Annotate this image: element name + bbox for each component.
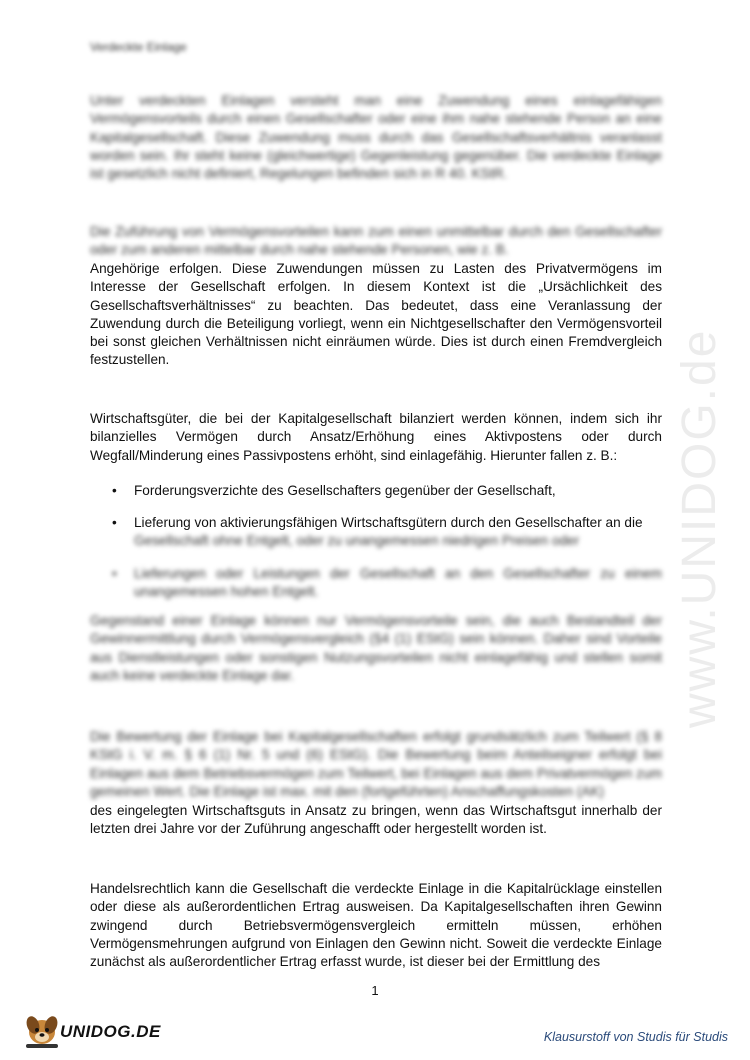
bullet-2-text: Lieferung von aktivierungsfähigen Wirtschaftsgütern durch den Gesellschafter an die: [134, 515, 643, 530]
bullet-3-text: Lieferungen oder Leistungen der Gesellschaft an den Gesellschafter zu einem unangemessen hohen Entgelt.: [134, 566, 662, 600]
list-item: [90, 565, 662, 602]
bullet-list: [90, 482, 662, 500]
bullet-list: [90, 565, 662, 602]
footer-tagline: Klausurstoff von Studis für Studis: [543, 1030, 728, 1044]
paragraph-6: Handelsrechtlich kann die Gesellschaft die verdeckte Einlage in die Kapitalrücklage einstellen oder diese als außerordentlichen Ertrag ausweisen. Da Kapitalgesellschaften ihren Gewinn zwingend durch Betriebsvermögensvergleich ermitteln müssen, erhöhen Vermögensmehrungen aufgrund von Einlagen den Gewinn nicht. Soweit die verdeckte Einlage zunächst als außerordentlicher Ertrag erfasst wurde, ist dieser bei der Ermittlung des: [90, 881, 662, 970]
paragraph-5: des eingelegten Wirtschaftsguts in Ansatz zu bringen, wenn das Wirtschaftsgut innerhalb der letzten drei Jahre vor der Zuführung angeschafft oder hergestellt worden ist.: [90, 803, 662, 837]
paragraph-3: Wirtschaftsgüter, die bei der Kapitalgesellschaft bilanziert werden können, indem sich ihr bilanzielles Vermögen durch Ansatz/Erhöhung eines Aktivpostens oder durch Wegfall/Minderung eines Passivpostens erhöht, sind einlagefähig. Hierunter fallen z. B.:: [90, 411, 662, 463]
paragraph-2-blurred: Die Zuführung von Vermögensvorteilen kann zum einen unmittelbar durch den Gesellschafter oder zum anderen mittelbar durch nahe stehende Personen, wie z. B.: [90, 224, 662, 258]
bullet-1-text: Forderungsverzichte des Gesellschafters gegenüber der Gesellschaft,: [134, 483, 556, 498]
document-title: Verdeckte Einlage: [90, 40, 187, 54]
bullet-2-continuation: Gesellschaft ohne Entgelt, oder zu unangemessen niedrigen Preisen oder: [134, 533, 580, 548]
list-item: [90, 514, 662, 532]
logo-text: UNIDOG.DE: [60, 1022, 161, 1041]
paragraph-4: Gegenstand einer Einlage können nur Vermögensvorteile sein, die auch Bestandteil der Gewinnermittlung durch Vermögensvergleich (§4 (1) EStG) sein können. Daher sind Vorteile aus Dienstleistungen oder sonstigen Nutzungsvorteilen nicht einlagefähig und stellen somit auch keine verdeckte Einlage dar.: [90, 613, 662, 683]
paragraph-2: Angehörige erfolgen. Diese Zuwendungen müssen zu Lasten des Privatvermögens im Interesse der Gesellschaft erfolgen. In diesem Kontext ist die „Ursächlichkeit des Gesellschaftsverhältnisses“ zu beachten. Das bedeutet, dass eine Veranlassung der Zuwendung durch die Beteiligung vorliegt, wenn ein Nichtgesellschafter den Vermögensvorteil bei sonst gleichen Verhältnissen nicht einräumen würde. Dies ist durch einen Fremdvergleich festzustellen.: [90, 261, 662, 368]
paragraph-5-blurred: Die Bewertung der Einlage bei Kapitalgesellschaften erfolgt grundsätzlich zum Teilwert (§ 8 KStG i. V. m. § 6 (1) Nr. 5 und (6) EStG). Die Bewertung beim Anteilseigner erfolgt bei Einlagen aus dem Betriebsvermögen zum Teilwert, bei Einlagen aus dem Privatvermögen zum gemeinen Wert. Die Einlage ist max. mit den (fortgeführten) Anschaffungskosten (AK): [90, 729, 662, 799]
list-item: [90, 482, 662, 500]
page-number: 1: [371, 983, 379, 998]
bullet-list: [90, 514, 662, 532]
paragraph-1: Unter verdeckten Einlagen versteht man eine Zuwendung eines einlagefähigen Vermögensvorteils durch einen Gesellschafter oder eine ihm nahe stehende Person an eine Kapitalgesellschaft. Diese Zuwendung muss durch das Gesellschaftsverhältnis veranlasst worden sein. Ihr steht keine (gleichwertige) Gegenleistung gegenüber. Die verdeckte Einlage ist gesetzlich nicht definiert, Regelungen befinden sich in R 40. KStR.: [90, 93, 662, 182]
watermark-text: www.UNIDOG.de: [673, 328, 726, 728]
